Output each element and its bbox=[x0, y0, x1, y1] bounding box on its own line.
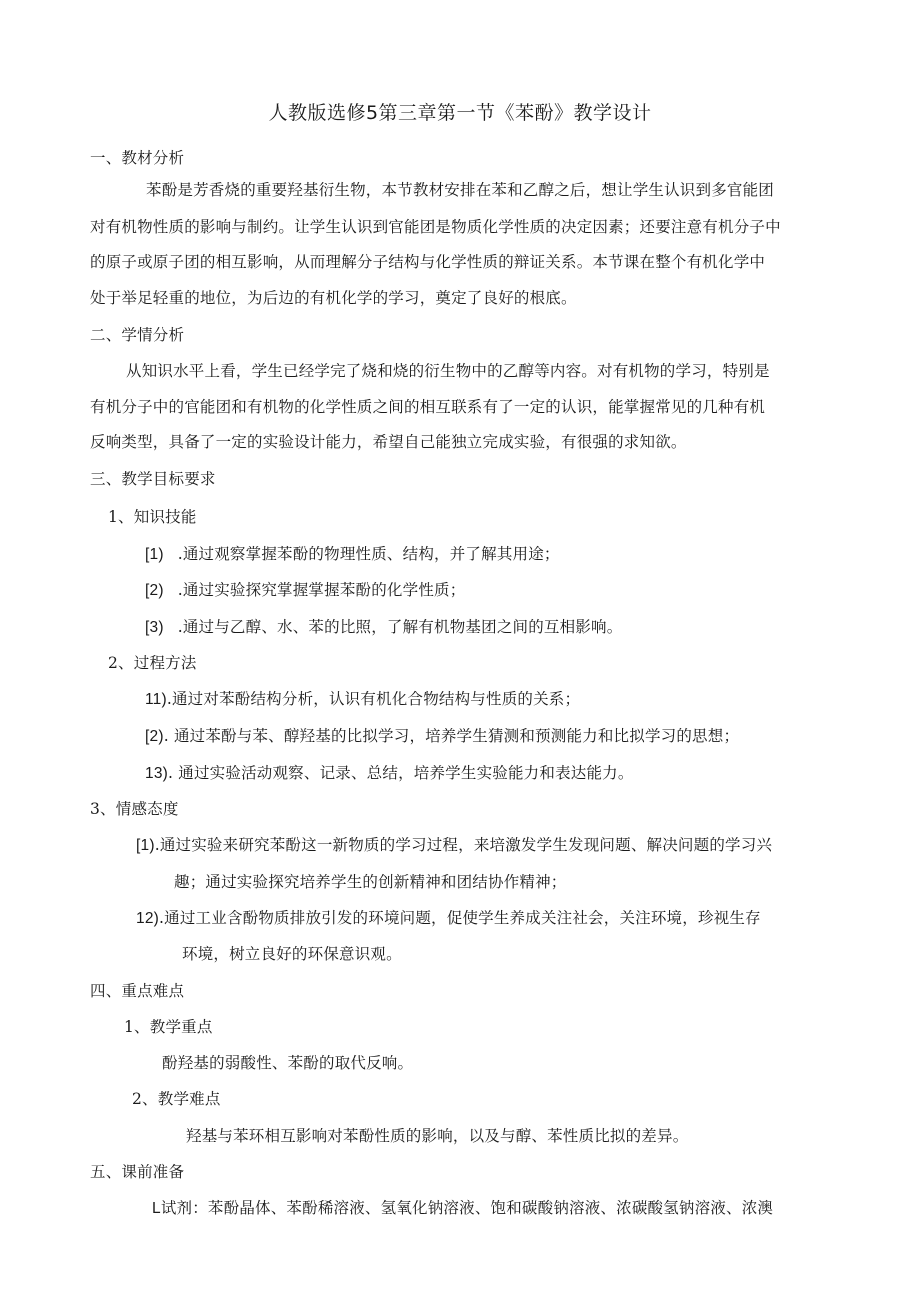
paragraph-line: 有机分子中的官能团和有机物的化学性质之间的相互联系有了一定的认识，能掌握常见的几种有机 bbox=[90, 398, 766, 416]
list-text: .通过工业含酚物质排放引发的环境问题，促使学生养成关注社会，关注环境，珍视生存 bbox=[159, 909, 761, 927]
list-text: .通过观察掌握苯酚的物理性质、结构，并了解其用途； bbox=[177, 545, 560, 563]
section-heading-textbook-analysis: 一、教材分析 bbox=[90, 149, 185, 167]
list-item bbox=[145, 689, 580, 710]
section-heading-preparation: 五、课前准备 bbox=[90, 1163, 185, 1181]
section-heading-key-points: 四、重点难点 bbox=[90, 982, 185, 1000]
list-text: .通过与乙醇、水、苯的比照，了解有机物基团之间的互相影响。 bbox=[177, 618, 623, 636]
list-number: [2) bbox=[145, 728, 164, 745]
list-item-continuation: 环境，树立良好的环保意识观。 bbox=[182, 945, 402, 963]
paragraph-line: 苯酚是芳香烧的重要羟基衍生物，本节教材安排在苯和乙醇之后，想让学生认识到多官能团 bbox=[146, 181, 775, 199]
subheading-process-methods: 2、过程方法 bbox=[108, 654, 197, 672]
list-number: L bbox=[152, 1200, 161, 1217]
list-text: . 通过实验活动观察、记录、总结，培养学生实验能力和表达能力。 bbox=[168, 764, 634, 782]
paragraph-line: 处于举足轻重的地位，为后边的有机化学的学习，奠定了良好的根底。 bbox=[90, 289, 577, 307]
list-item bbox=[145, 617, 622, 638]
list-number: 12) bbox=[136, 910, 160, 927]
paragraph-line bbox=[152, 1198, 773, 1219]
document-title: 人教版选修5第三章第一节《苯酚》教学设计 bbox=[268, 102, 652, 124]
paragraph-line: 羟基与苯环相互影响对苯酚性质的影响，以及与醇、苯性质比拟的差异。 bbox=[186, 1127, 689, 1145]
list-item bbox=[145, 580, 465, 601]
list-text: .通过实验来研究苯酚这一新物质的学习过程，来培激发学生发现问题、解决问题的学习兴 bbox=[154, 836, 773, 854]
paragraph-line: 反响类型，具备了一定的实验设计能力，希望自己能独立完成实验，有很强的求知欲。 bbox=[90, 433, 687, 451]
list-number: [3) bbox=[145, 619, 164, 636]
subheading-knowledge-skills: 1、知识技能 bbox=[108, 508, 197, 526]
list-number: [1) bbox=[136, 837, 155, 854]
subheading-emotional-attitude: 3、情感态度 bbox=[90, 800, 179, 818]
subheading-teaching-focus: 1、教学重点 bbox=[124, 1018, 213, 1036]
paragraph-line: 从知识水平上看，学生已经学完了烧和烧的衍生物中的乙醇等内容。对有机物的学习，特别是 bbox=[126, 362, 770, 380]
subheading-teaching-difficulty: 2、教学难点 bbox=[132, 1090, 221, 1108]
list-number: 11) bbox=[145, 691, 167, 708]
list-item-continuation: 趣；通过实验探究培养学生的创新精神和团结协作精神； bbox=[174, 873, 567, 891]
list-item bbox=[145, 544, 560, 565]
list-text: 试剂：苯酚晶体、苯酚稀溶液、氢氧化钠溶液、饱和碳酸钠溶液、浓碳酸氢钠溶液、浓澳 bbox=[160, 1199, 774, 1217]
list-item bbox=[145, 726, 739, 747]
list-text: . 通过苯酚与苯、醇羟基的比拟学习，培养学生猜测和预测能力和比拟学习的思想； bbox=[163, 727, 740, 745]
list-number: [1) bbox=[145, 546, 164, 563]
list-item bbox=[136, 908, 761, 929]
list-item bbox=[145, 763, 634, 784]
paragraph-line: 对有机物性质的影响与制约。让学生认识到官能团是物质化学性质的决定因素；还要注意有机分子中 bbox=[90, 218, 781, 236]
section-heading-learner-analysis: 二、学情分析 bbox=[90, 326, 185, 344]
list-text: .通过实验探究掌握掌握苯酚的化学性质； bbox=[177, 581, 466, 599]
paragraph-line: 酚羟基的弱酸性、苯酚的取代反响。 bbox=[162, 1054, 414, 1072]
list-number: 13) bbox=[145, 765, 169, 782]
section-heading-teaching-objectives: 三、教学目标要求 bbox=[90, 470, 216, 488]
list-number: [2) bbox=[145, 582, 164, 599]
paragraph-line: 的原子或原子团的相互影响，从而理解分子结构与化学性质的辩证关系。本节课在整个有机化学中 bbox=[90, 253, 766, 271]
list-item bbox=[136, 835, 772, 856]
list-text: .通过对苯酚结构分析，认识有机化合物结构与性质的关系； bbox=[166, 690, 581, 708]
